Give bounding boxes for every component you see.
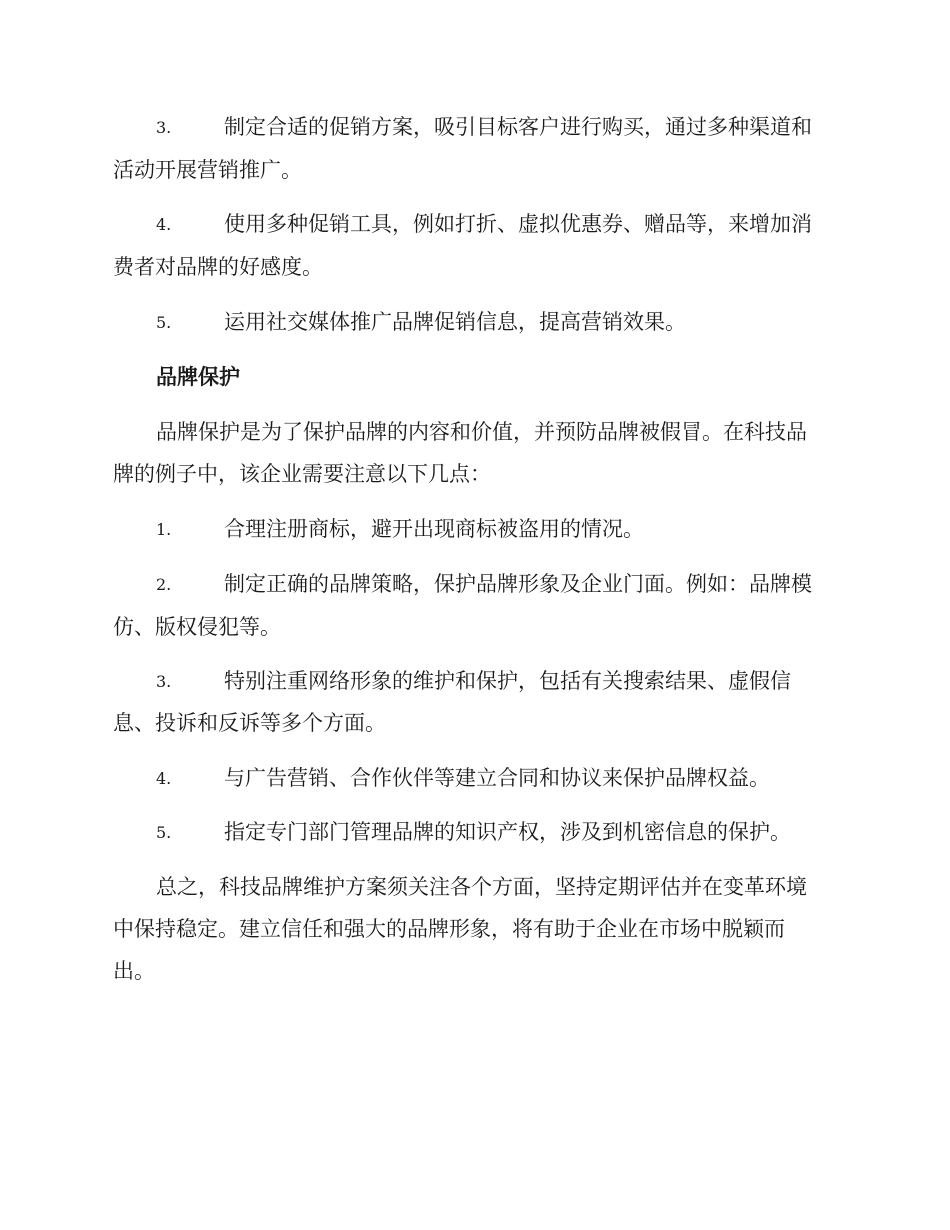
list-number: 3.: [156, 672, 172, 691]
list-number: 2.: [156, 575, 172, 594]
paragraph-text: 品牌保护是为了保护品牌的内容和价值，并预防品牌被假冒。在科技品: [156, 420, 807, 444]
list-item-text: 运用社交媒体推广品牌促销信息，提高营销效果。: [224, 310, 686, 334]
list-number: 4.: [156, 769, 172, 788]
list-item-text-continued: 息、投诉和反诉等多个方面。: [113, 711, 386, 735]
list-item-text: 特别注重网络形象的维护和保护，包括有关搜索结果、虚假信: [224, 669, 791, 693]
conclusion-text-continued: 中保持稳定。建立信任和强大的品牌形象，将有助于企业在市场中脱颖而: [113, 917, 785, 941]
list-number: 1.: [156, 520, 172, 539]
list-item-text: 指定专门部门管理品牌的知识产权，涉及到机密信息的保护。: [224, 820, 791, 844]
list-item-text-continued: 费者对品牌的好感度。: [113, 255, 323, 279]
list-item-text: 合理注册商标，避开出现商标被盗用的情况。: [224, 517, 644, 541]
conclusion-text-continued: 出。: [113, 959, 155, 983]
section-heading: 品牌保护: [156, 365, 240, 389]
list-item-text: 制定合适的促销方案，吸引目标客户进行购买，通过多种渠道和: [224, 115, 812, 139]
list-item-text-continued: 活动开展营销推广。: [113, 158, 302, 182]
list-item-text: 使用多种促销工具，例如打折、虚拟优惠券、赠品等，来增加消: [224, 212, 812, 236]
list-item-text: 与广告营销、合作伙伴等建立合同和协议来保护品牌权益。: [224, 766, 770, 790]
list-number: 5.: [156, 313, 172, 332]
conclusion-text: 总之，科技品牌维护方案须关注各个方面，坚持定期评估并在变革环境: [156, 875, 807, 899]
paragraph-text-continued: 牌的例子中，该企业需要注意以下几点：: [113, 462, 491, 486]
list-number: 5.: [156, 823, 172, 842]
list-number: 4.: [156, 215, 172, 234]
list-item-text: 制定正确的品牌策略，保护品牌形象及企业门面。例如：品牌模: [224, 572, 812, 596]
list-number: 3.: [156, 118, 172, 137]
list-item-text-continued: 仿、版权侵犯等。: [113, 615, 281, 639]
